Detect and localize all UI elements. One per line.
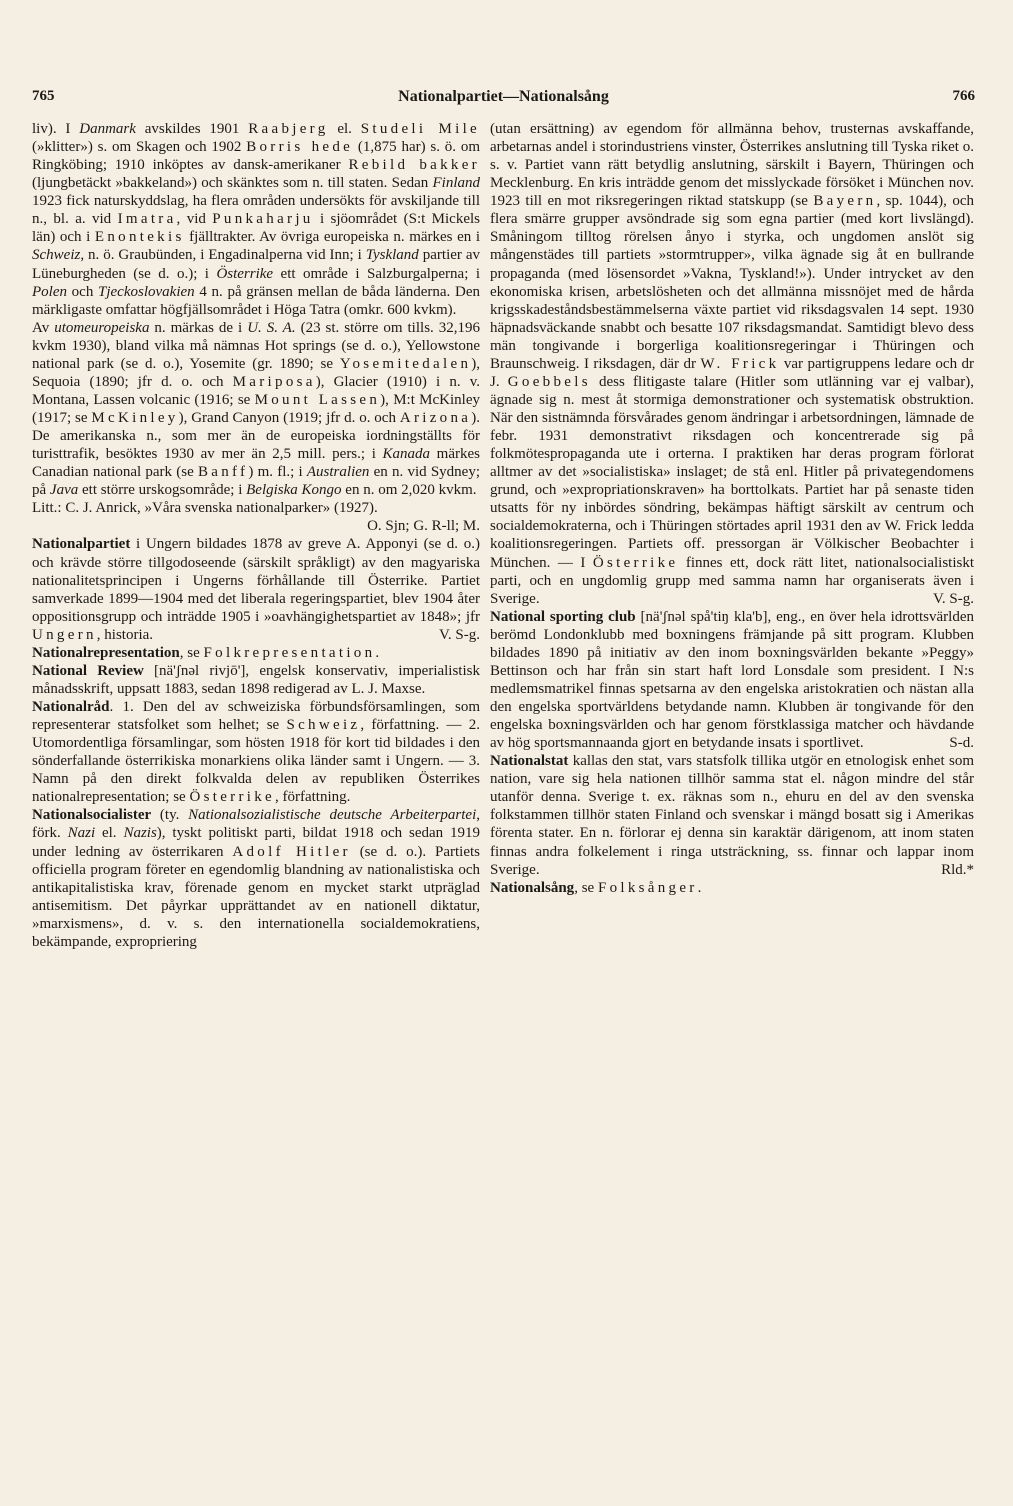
headword: Nationalråd — [32, 699, 110, 715]
signature: V. S-g. — [439, 626, 480, 643]
entry-nationalparker-continued: liv). I Danmark avskildes 1901 Raabjerg el. Studeli Mile (»klitter») s. om Skagen och 1902 Borris hede (1,875 har) s. ö. om Ringköbing; 1910 inköptes av dansk-amerikaner Rebild bakker (ljungbetäckt »bakkeland») och skänktes som n. till staten. Sedan Finland 1923 fick naturskyddslag, ha flera områden undersökts för avskiljande till n., bl. a. vid Imatra, vid Punkaharju i sjöområdet (S:t Mickels län) och i Enontekis fjälltrakter. Av övriga europeiska n. märkes en i Schweiz, n. ö. Graubünden, i Engadinalperna vid Inn; i Tyskland partier av Lüneburgheden (se d. o.); i Österrike ett område i Salzburgalperna; i Polen och Tjeckoslovakien 4 n. på gränsen mellan de båda länderna. Den märkligaste omfattar högfjällsområdet i Höga Tatra (omkr. 600 kvkm). — [32, 121, 481, 318]
literature-reference: Litt.: C. J. Anrick, »Våra svenska nationalparker» (1927). O. Sjn; G. R-ll; M. — [32, 500, 480, 535]
left-column — [32, 120, 480, 951]
right-column — [490, 120, 974, 897]
entry-nationalrepresentation: Nationalrepresentation, se Folkrepresentation. — [32, 644, 380, 661]
paragraph-utomeuropeiska: Av utomeuropeiska n. märkas de i U. S. A. (23 st. större om tills. 32,196 kvkm 1930), bland vilka må nämnas Hot springs (se d. o.), Yellowstone national park (se d. o.), Yosemite (gr. 1890; se Yosemitedalen), Sequoia (1890; jfr d. o. och Mariposa), Glacier (1910) i n. v. Montana, Lassen volcanic (1916; se Mount Lassen), M:t McKinley (1917; se McKinley), Grand Canyon (1919; jfr d. o. och Arizona). De amerikanska n., som mer än de europeiska iordningställts för turisttrafik, besöktes 1930 av mer än 2,5 mill. pers.; i Kanada märkes Canadian national park (se Banff) m. fl.; i Australien en n. vid Sydney; på Java ett större urskogsområde; i Belgiska Kongo en n. om 2,020 kvkm. — [32, 319, 480, 499]
signature: V. S-g. — [933, 590, 974, 607]
entry-nationalstat: Nationalstat kallas den stat, vars statsfolk tillika utgör en etnologisk enhet som nation, vare sig hela nationen tillhör samma stat el. någon mindre del står utanför denna. Sverige t. ex. räknas som n., ehuru en del av den svenska folkstammen tillhör staten Finland och svenskar i mängd bosatt sig i Amerikas förenta stater. En n. förlorar ej denna sin karaktär därigenom, att inom staten finnas andra folkelement i ringa utsträckning, ss. finnar och lappar inom Sverige. Rld.* — [490, 753, 974, 878]
entry-nationalsocialister-continued: (utan ersättning) av egendom för allmänna behov, trusternas avskaffande, arbetarnas andel i storindustriens vinster, Österrikes anslutning till Tyska riket o. s. v. Partiet vann rätt betydlig anslutning, särskilt i Bayern, Thüringen och Mecklenburg. En kris inträdde genom det misslyckade försöket i München nov. 1923 till en mot riksregeringen riktad statskupp (se Bayern, sp. 1044), och flera smärre grupper avsöndrade sig som egna partier (med kort livslängd). Småningom tilltog rörelsen ånyo i styrka, och ungdomen anslöt sig mångenstädes till partiets »stormtrupper», vilka ägnade sig åt en bullrande propaganda (med lösensordet »Vakna, Tyskland!»). Under intrycket av den ekonomiska krisen, arbetslösheten och det allmänna missnöjet med de hårda krigsskadeståndsbestämmelserna växte partiet vid riksdagsvalen 14 sept. 1930 häpnadsväckande snabbt och besatte 107 riksdagsmandat. Samtidigt blevo dess män tongivande i borgerliga koalitionsregeringar i Thüringen och Braunschweig. I riksdagen, där dr W. Frick var partigruppens ledare och dr J. Goebbels dess flitigaste talare (Hitler som utlänning var ej valbar), ägnade sig n. mest åt stormiga demonstrationer och systematisk obstruktion. När den sistnämnda försvårades genom ändringar i arbetsordningen, lämnade de febr. 1931 demonstrativt riksdagen och koncentrerade sig på folkmötespropaganda ute i orterna. I praktiken har deras program förlorat alltmer av det »socialistiska» inslaget; de stå enl. Hitler på privategendomens grund, och »expropriationskraven» ha borttolkats. Partiet har på senaste tiden utsatts för ny inbördes söndring, bekämpas häftigt särskilt av centrum och socialdemokraterna, och i Thüringen störtades april 1931 den av W. Frick ledda koalitionsregeringen. Partiets off. pressorgan är Völkischer Beobachter i München. — I Österrike finnes ett, dock rätt litet, nationalsocialistiskt parti, och en ungdomlig grupp med samma namn har organiserats även i Sverige. V. S-g. — [490, 121, 975, 607]
signature: S-d. — [949, 735, 974, 752]
headword: National sporting club — [490, 608, 636, 625]
entry-nationalrad: Nationalråd. 1. Den del av schweiziska förbundsförsamlingen, som representerar statsfolket som helhet; se Schweiz, författning. — 2. Utomordentliga församlingar, som hösten 1918 för kort tid bildades i den sönderfallande österrikiska monarkiens olika länder samt i Ungern. — 3. Namn på den direkt folkvalda delen av republiken Österrikes nationalrepresentation; se Österrike, författning. — [32, 699, 480, 806]
headword: Nationalsocialister — [32, 807, 152, 824]
running-title: Nationalpartiet—Nationalsång — [398, 88, 609, 105]
headword: Nationalstat — [490, 753, 569, 770]
entry-nationalpartiet: Nationalpartiet i Ungern bildades 1878 av greve A. Apponyi (se d. o.) och krävde större tillgodoseende (särskilt språkligt) av den magyariska nationalitetsprincipen i Ungerns förhållande till Österrike. Partiet samverkade 1899—1904 med det liberala regeringspartiet, blev 1904 åter oppositionsgrupp och inträdde 1905 i »oavhängighetspartiet av 1848»; jfr Ungern, historia. V. S-g. — [32, 536, 480, 643]
headword: Nationalsång — [490, 879, 575, 896]
entry-national-sporting-club: National sporting club [nä'ʃnəl spå'tiŋ kla'b], eng., en över hela idrottsvärlden berömd Londonklubb med boxningens främjande på sitt program. Klubben bildades 1890 på initiativ av den inom boxningsvärlden bekante »Peggy» Bettinson och har från sin start haft lord Lonsdale som president. I N:s medlemsmatrikel finnas spetsarna av den engelska aristokratien och nästan alla den engelska sportvärldens betydande namn. Klubben är tongivande för den engelska boxningsvärlden och har genom förstklassiga matcher och hävdande av hög sportsmannaanda gjort en betydande insats i sportlivet. S-d. — [490, 608, 974, 752]
headword: Nationalrepresentation — [32, 644, 180, 661]
signature: O. Sjn; G. R-ll; M. — [367, 518, 480, 535]
page-header — [32, 88, 975, 112]
headword: Nationalpartiet — [32, 536, 131, 553]
page-number-left: 765 — [32, 88, 55, 104]
signature: Rld.* — [941, 861, 974, 878]
headword: National Review — [32, 662, 144, 679]
page-number-right: 766 — [952, 88, 975, 104]
entry-nationalsocialister: Nationalsocialister (ty. Nationalsozialistische deutsche Arbeiterpartei, förk. Nazi el. Nazis), tyskt politiskt parti, bildat 1918 och sedan 1919 under ledning av österrikaren Adolf Hitler (se d. o.). Partiets officiella program företer en egendomlig blandning av nationalistiska och antikapitalistiska krav, förenade genom en mycket starkt utpräglad antisemitism. Det påyrkar upprättandet av en nationell diktatur, »marxismens», d. v. s. den internationella socialdemokratiens, bekämpande, expropriering — [32, 807, 480, 950]
entry-nationalsang: Nationalsång, se Folksånger. — [490, 879, 702, 896]
entry-national-review: National Review [nä'ʃnəl rivjō'], engelsk konservativ, imperialistisk månadsskrift, uppsatt 1883, sedan 1898 redigerad av L. J. Maxse. — [32, 662, 480, 697]
